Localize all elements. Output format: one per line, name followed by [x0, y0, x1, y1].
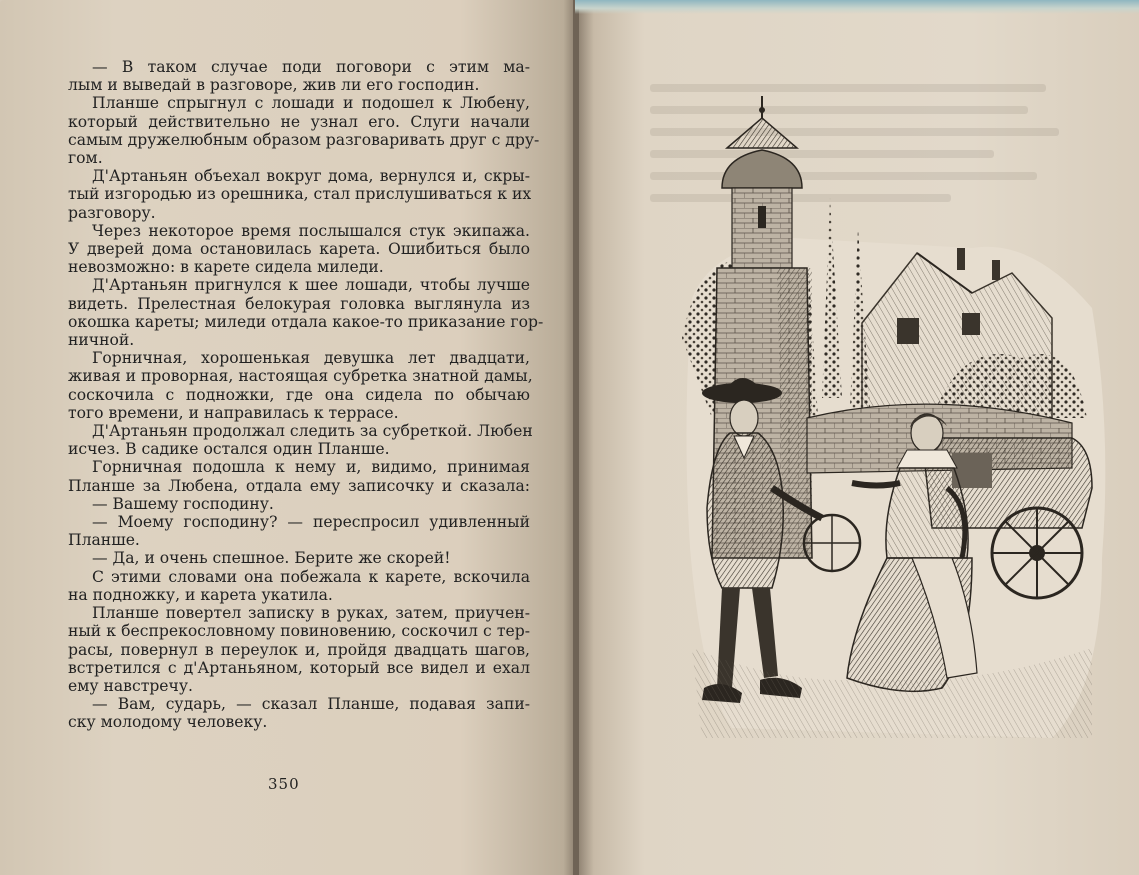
text-line: Горничная подошла к нему и, видимо, принимая: [92, 458, 530, 477]
text-line: живая и проворная, настоящая субретка знатной дамы,: [68, 367, 533, 386]
text-line: невозможно: в карете сидела миледи.: [68, 258, 384, 277]
text-line: на подножку, и карета укатила.: [68, 585, 333, 604]
text-line: — Да, и очень спешное. Берите же скорей!: [92, 549, 451, 568]
text-line: Горничная, хорошенькая девушка лет двадцати,: [92, 349, 530, 368]
text-line: встретился с д'Артаньяном, который все видел и ехал: [68, 658, 530, 677]
text-line: Д'Артаньян объехал вокруг дома, вернулся и, скры-: [92, 167, 530, 186]
text-line: исчез. В садике остался один Планше.: [68, 440, 390, 459]
text-line: Планше за Любена, отдала ему записочку и сказала:: [68, 476, 530, 495]
text-line: Планше.: [68, 531, 140, 550]
text-line: ску молодому человеку.: [68, 713, 268, 732]
text-line: лым и выведай в разговоре, жив ли его господин.: [68, 76, 480, 95]
text-line: окошка кареты; миледи отдала какое-то приказание гор-: [68, 312, 544, 331]
text-line: — В таком случае поди поговори с этим ма-: [92, 58, 530, 76]
body-text: [68, 58, 544, 732]
text-line: ный к беспрекословному повиновению, соскочил с тер-: [68, 622, 530, 641]
text-line: — Моему господину? — переспросил удивленный: [92, 513, 530, 532]
text-line: тый изгородью из орешника, стал прислушиваться к их: [68, 185, 532, 204]
text-line: расы, повернул в переулок и, пройдя двадцать шагов,: [68, 640, 530, 659]
text-line: самым дружелюбным образом разговаривать друг с дру-: [68, 130, 540, 149]
text-line: Через некоторое время послышался стук экипажа.: [92, 221, 530, 240]
text-line: разговору.: [68, 203, 156, 222]
text-line: Планше спрыгнул с лошади и подошел к Любену,: [92, 94, 530, 113]
text-line: — Вашему господину.: [92, 494, 274, 513]
text-line: У дверей дома остановилась карета. Ошибиться было: [68, 240, 530, 259]
text-line: С этими словами она побежала к карете, вскочила: [92, 567, 530, 586]
text-line: ему навстречу.: [68, 676, 193, 695]
text-line: видеть. Прелестная белокурая головка выглянула из: [68, 294, 530, 313]
text-line: Планше повертел записку в руках, затем, приучен-: [92, 604, 530, 623]
text-line: соскочила с подножки, где она сидела по обычаю: [68, 385, 530, 404]
text-line: гом.: [68, 149, 103, 168]
page-number: 350: [268, 775, 300, 793]
illustration-engraving: [672, 88, 1112, 748]
book-gutter: [573, 0, 579, 875]
text-line: ничной.: [68, 331, 135, 350]
text-line: того времени, и направилась к террасе.: [68, 403, 399, 422]
text-line: — Вам, сударь, — сказал Планше, подавая запи-: [92, 695, 530, 714]
text-line: Д'Артаньян пригнулся к шее лошади, чтобы лучше: [92, 276, 530, 295]
text-line: Д'Артаньян продолжал следить за субреткой. Любен: [92, 422, 533, 441]
text-line: который действительно не узнал его. Слуги начали: [68, 112, 530, 131]
page-top-edge: [575, 0, 1139, 14]
